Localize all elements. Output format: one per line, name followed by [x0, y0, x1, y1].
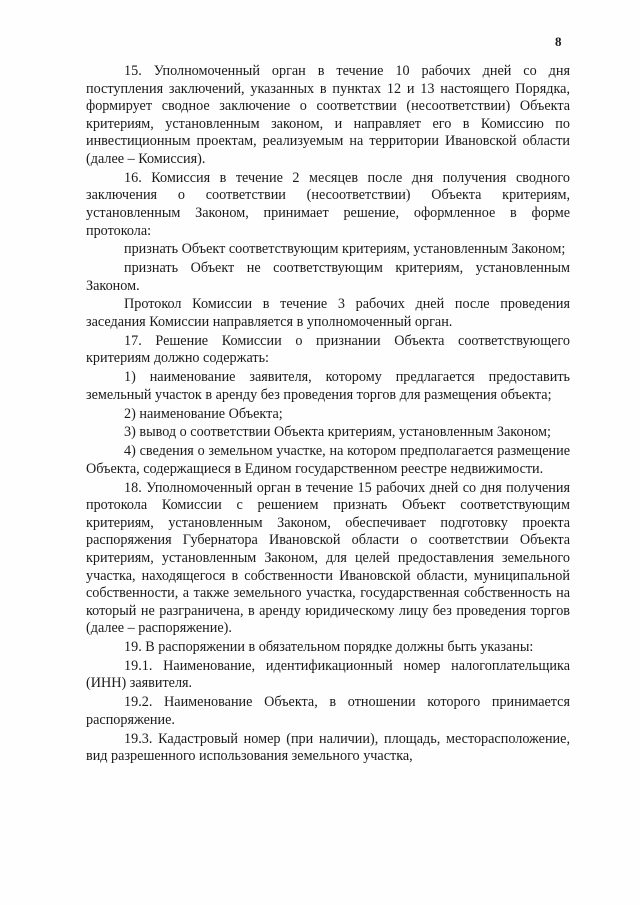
paragraph-19-2: 19.2. Наименование Объекта, в отношении которого принимается распоряжение. — [86, 694, 570, 728]
page-number: 8 — [555, 34, 562, 49]
paragraph-protocol: Протокол Комиссии в течение 3 рабочих дней после проведения заседания Комиссии направляется в уполномоченный орган. — [86, 296, 570, 331]
paragraph-17: 17. Решение Комиссии о признании Объекта соответствующего критериям должно содержать: — [86, 332, 570, 367]
document-body — [86, 63, 570, 766]
paragraph-16: 16. Комиссия в течение 2 месяцев после дня получения сводного заключения о соответствии (несоответствии) Объекта критериям, установленным Законом, принимает решение, оформленное в форме протокола: — [86, 169, 570, 239]
paragraph-15: 15. Уполномоченный орган в течение 10 рабочих дней со дня поступления заключений, указанных в пунктах 12 и 13 настоящего Порядка, формирует сводное заключение о соответствии (несоответствии) Объекта критериям, установленным законом, и направляет его в Комиссию по инвестиционным проектам, реализуемым на территории Ивановской области (далее – Комиссия). — [86, 63, 570, 167]
list-item-3: 3) вывод о соответствии Объекта критериям, установленным Законом; — [124, 424, 551, 441]
paragraph-18: 18. Уполномоченный орган в течение 15 рабочих дней со дня получения протокола Комиссии с решением признать Объект соответствующим критериям, установленным Законом, обеспечивает подготовку проекта распоряжения Губернатора Ивановской области о соответствии Объекта критериям, установленным Законом, для целей предоставления земельного участка, находящегося в собственности Ивановской области, муниципальной собственности, а также земельного участка, государственная собственность на который не разграничена, в аренду юридическому лицу без проведения торгов (далее – распоряжение). — [86, 479, 570, 637]
list-item-1: 1) наименование заявителя, которому предлагается предоставить земельный участок в аренду без проведения торгов для размещения объекта; — [86, 369, 570, 403]
paragraph-19: 19. В распоряжении в обязательном порядке должны быть указаны: — [124, 639, 534, 656]
option-recognize-compliant: признать Объект соответствующим критериям, установленным Законом; — [124, 241, 566, 258]
list-item-2: 2) наименование Объекта; — [124, 405, 283, 422]
option-recognize-noncompliant: признать Объект не соответствующим критериям, установленным Законом. — [86, 260, 570, 294]
paragraph-19-3: 19.3. Кадастровый номер (при наличии), площадь, месторасположение, вид разрешенного использования земельного участка, — [86, 730, 570, 765]
list-item-4: 4) сведения о земельном участке, на котором предполагается размещение Объекта, содержащиеся в Едином государственном реестре недвижимости. — [86, 443, 570, 477]
paragraph-19-1: 19.1. Наименование, идентификационный номер налогоплательщика (ИНН) заявителя. — [86, 657, 570, 692]
